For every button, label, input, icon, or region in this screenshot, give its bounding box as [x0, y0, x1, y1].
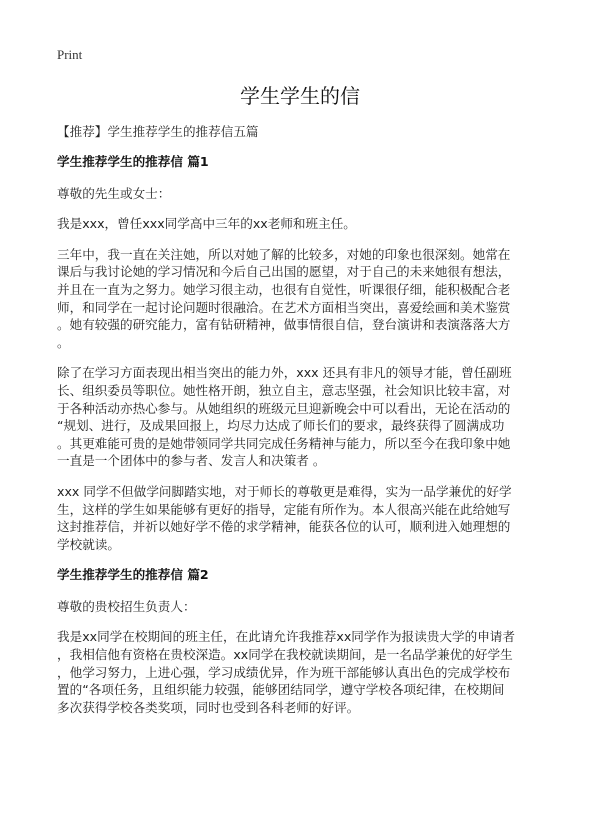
text-line: 。她有较强的研究能力，富有钻研精神，做事情很自信，登台演讲和表演落落大方 [57, 317, 511, 333]
text-line: ，我相信他有资格在贵校深造。xx同学在我校就读期间，是一名品学兼优的好学生 [57, 647, 513, 663]
intro-line: 【推荐】学生推荐学生的推荐信五篇 [57, 124, 259, 139]
sections [57, 153, 577, 716]
page-title: 学生学生的信 [240, 84, 360, 108]
text-line: 三年中，我一直在关注她，所以对她了解的比较多，对她的印象也很深刻。她常在 [57, 246, 511, 262]
text-line: 生，这样的学生如果能够有更好的指导，定能有所作为。本人很高兴能在此给她写 [57, 501, 511, 517]
text-line: “规划、进行，及成果回报上，均尽力达成了师长们的要求，最终获得了圆满成功 [57, 418, 505, 434]
text-line: 置的“各项任务，且组织能力较强，能够团结同学，遵守学校各项纪律，在校期间 [57, 682, 505, 698]
text-line: 课后与我讨论她的学习情况和今后自己出国的愿望，对于自己的未来她很有想法， [57, 264, 511, 280]
section-heading: 学生推荐学生的推荐信 篇2 [57, 567, 209, 583]
paragraph [57, 185, 577, 203]
text-line: 并且在一直为之努力。她学习很主动，也很有自觉性，听课很仔细，能积极配合老 [57, 281, 511, 297]
paragraph [57, 246, 577, 352]
text-line: ，他学习努力，上进心强，学习成绩优异，作为班干部能够认真出色的完成学校布 [57, 664, 511, 680]
text-line: 我是xxx，曾任xxx同学高中三年的xx老师和班主任。 [57, 216, 356, 232]
text-line: 多次获得学校各类奖项，同时也受到各科老师的好评。 [57, 699, 360, 715]
section-heading: 学生推荐学生的推荐信 篇1 [57, 154, 209, 169]
text-line: 我是xx同学在校期间的班主任，在此请允许我推荐xx同学作为报读贵大学的申请者 [57, 629, 515, 645]
text-line: 尊敬的先生或女士： [57, 185, 171, 201]
text-line: 学校就读。 [57, 536, 120, 552]
document-body [57, 121, 577, 729]
text-line: 一直是一个团体中的参与者、发言人和决策者 。 [57, 453, 326, 469]
paragraph [57, 483, 577, 553]
text-line: 这封推荐信，并祈以她好学不倦的求学精神，能获各位的认可，顺利进入她理想的 [57, 519, 511, 535]
text-line: 于各种活动亦热心参与。从她组织的班级元旦迎新晚会中可以看出，无论在活动的 [57, 400, 511, 416]
text-line: 师，和同学在一起讨论问题时很融洽。在艺术方面相当突出，喜爱绘画和美术鉴赏 [57, 299, 511, 315]
text-line: 除了在学习方面表现出相当突出的能力外，xxx 还具有非凡的领导才能，曾任副班 [57, 365, 512, 381]
text-line: xxx 同学不但做学问脚踏实地，对于师长的尊敬更是难得，实为一品学兼优的好学 [57, 483, 512, 499]
paragraph [57, 364, 577, 470]
paragraph [57, 215, 577, 233]
paragraph [57, 628, 577, 716]
text-line: 。其更难能可贵的是她带领同学共同完成任务精神与能力，所以至今在我印象中她 [57, 435, 511, 451]
text-line: 尊敬的贵校招生负责人： [57, 598, 196, 614]
paragraph [57, 598, 577, 616]
text-line: 。 [57, 334, 70, 350]
text-line: 长、组织委员等职位。她性格开朗，独立自主，意志坚强，社会知识比较丰富，对 [57, 382, 511, 398]
print-link[interactable]: Print [57, 47, 83, 62]
